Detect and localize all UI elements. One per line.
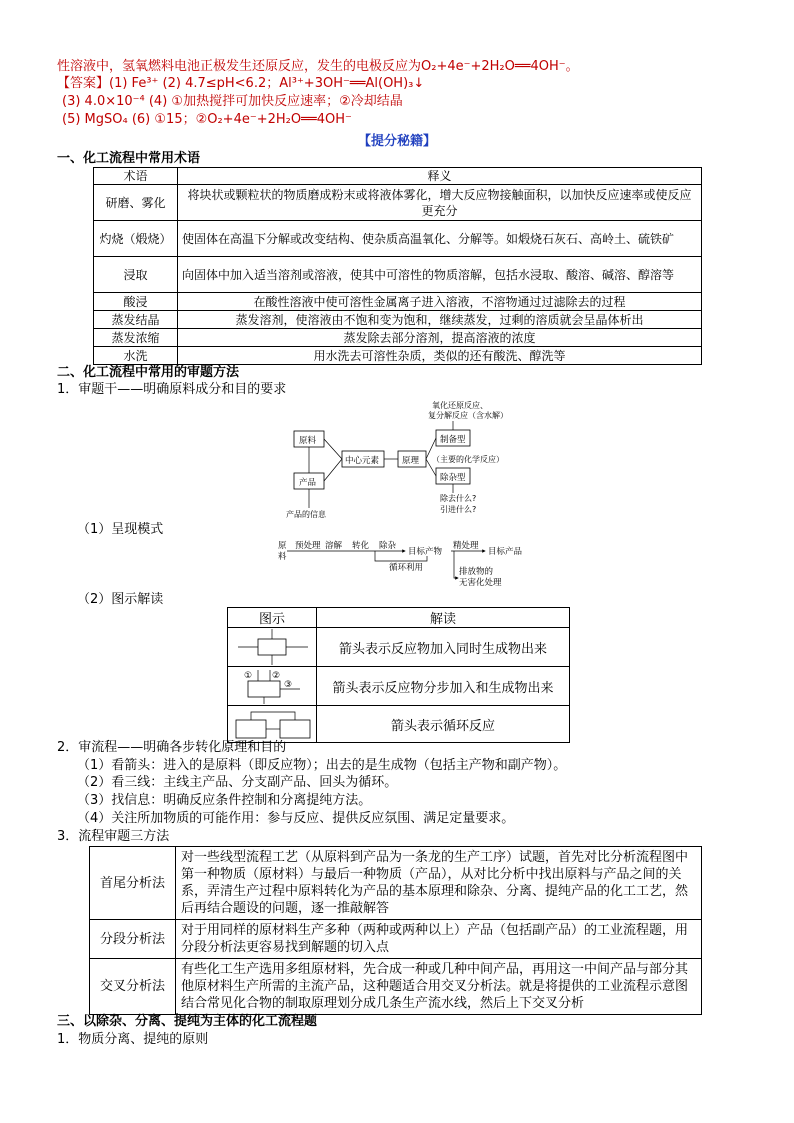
dia-raw: 原料 (299, 436, 317, 446)
method-desc: 对一些线型流程工艺（从原料到产品为一条龙的生产工序）试题，首先对比分析流程图中第一种物质（原材料）与最后一种物质（产品），从对比分析中找出原料与产品之间的关系，弄清生产过程中原料转化为产品的基本原理和除杂、分离、提纯产品的化工工艺，然后再结合题设的问题，逐一推敲解答 (176, 847, 702, 920)
flow-raw1: 原 (278, 541, 287, 551)
header-reading: 解读 (317, 608, 570, 628)
method-name: 交叉分析法 (90, 959, 176, 1015)
method-desc: 有些化工生产选用多组原材料，先合成一种或几种中间产品，再用这一中间产品与部分其他原材料生产所需的主流产品，这种题适合用交叉分析法。就是将提供的工业流程示意图结合常见化合物的制取原理划分成几条生产流水线，然后上下交叉分析 (176, 959, 702, 1015)
reading-cell: 箭头表示循环反应 (317, 706, 570, 743)
sec2-sub1: 1．审题干——明确原料成分和目的要求 (57, 382, 287, 397)
raw-material-diagram (280, 395, 540, 520)
arrow-diagram-2 (228, 667, 316, 705)
flow-waste2: 无害化处理 (459, 578, 502, 588)
flow-dissolve: 溶解 (325, 541, 343, 551)
intro-line: 性溶液中，氢氧燃料电池正极发生还原反应，发生的电极反应为O₂+4e⁻+2H₂O══4OH⁻。 (57, 59, 579, 74)
table-row (228, 706, 570, 743)
sec2-sub2: 2．审流程——明确各步转化原理和目的 (57, 740, 287, 755)
sec2-sub1a: （1）呈现模式 (77, 522, 164, 537)
dia-prep: 制备型 (440, 435, 466, 445)
mark-3: ③ (284, 680, 293, 690)
flow-target: 目标产物 (408, 547, 443, 557)
flow-diagram (275, 536, 535, 588)
diagram-cell-3 (228, 706, 317, 743)
header-term: 术语 (94, 168, 178, 185)
header-def: 释义 (178, 168, 702, 185)
dia-top2: 复分解反应（含水解） (428, 411, 508, 420)
sec1-title: 一、化工流程中常用术语 (57, 151, 201, 166)
def-cell: 将块状或颗粒状的物质磨成粉末或将液体雾化，增大反应物接触面积，以加快反应速率或使反应更充分 (178, 185, 702, 221)
term-cell: 蒸发浓缩 (94, 329, 178, 347)
sec3-sub1: 1．物质分离、提纯的原则 (57, 1032, 209, 1047)
table-row (94, 185, 702, 221)
flow-waste1: 排放物的 (459, 567, 494, 577)
reading-cell: 箭头表示反应物加入同时生成物出来 (317, 628, 570, 667)
table-row (90, 959, 702, 1015)
answer-line-1: 【答案】(1) Fe³⁺ (2) 4.7≤pH<6.2；Al³⁺+3OH⁻══Al(OH)₃↓ (57, 76, 425, 91)
table-row (228, 628, 570, 667)
flow-refine: 精处理 (453, 541, 479, 551)
dia-principle: 原理 (402, 456, 420, 466)
def-cell: 用水洗去可溶性杂质，类似的还有酸洗、醇洗等 (178, 347, 702, 365)
sec3-title: 三、以除杂、分离、提纯为主体的化工流程题 (57, 1014, 318, 1029)
table-header-row (94, 168, 702, 185)
dia-info: 产品的信息 (286, 510, 326, 519)
flow-raw2: 料 (278, 552, 287, 562)
table-row (94, 221, 702, 257)
flow-convert: 转化 (352, 541, 370, 551)
table-row (94, 347, 702, 365)
diagram-cell-2 (228, 667, 317, 706)
diagram-reading-table (227, 607, 570, 743)
arrow-diagram-1 (228, 628, 316, 666)
sec2-sub3: 3．流程审题三方法 (57, 829, 170, 844)
section-title: 【提分秘籍】 (357, 134, 436, 149)
table-row (94, 329, 702, 347)
table-row (94, 293, 702, 311)
dia-impurity: 除杂型 (440, 473, 466, 483)
table-row (94, 257, 702, 293)
term-cell: 研磨、雾化 (94, 185, 178, 221)
sec2-sub2-item-2: （2）看三线：主线主产品、分支副产品、回头为循环。 (77, 775, 398, 790)
sec2-sub2-item-4: （4）关注所加物质的可能作用：参与反应、提供反应氛围、满足定量要求。 (77, 811, 515, 826)
mark-2: ② (272, 671, 281, 681)
def-cell: 蒸发溶剂，使溶液由不饱和变为饱和，继续蒸发，过剩的溶质就会呈晶体析出 (178, 311, 702, 329)
def-cell: 蒸发除去部分溶剂，提高溶液的浓度 (178, 329, 702, 347)
dia-q2: 引进什么? (440, 505, 477, 514)
arrow-diagram-3 (228, 706, 316, 742)
flow-final: 目标产品 (488, 547, 523, 557)
answer-line-3: (5) MgSO₄ (6) ①15；②O₂+4e⁻+2H₂O══4OH⁻ (62, 112, 352, 127)
method-desc: 对于用同样的原材料生产多种（两种或两种以上）产品（包括副产品）的工业流程题，用分段分析法更容易找到解题的切入点 (176, 920, 702, 959)
reading-cell: 箭头表示反应物分步加入和生成物出来 (317, 667, 570, 706)
method-name: 分段分析法 (90, 920, 176, 959)
dia-mainrx: （主要的化学反应） (432, 455, 504, 464)
header-diagram: 图示 (228, 608, 317, 628)
sec2-sub2-item-3: （3）找信息：明确反应条件控制和分离提纯方法。 (77, 793, 372, 808)
flow-pre: 预处理 (295, 541, 321, 551)
table-row (94, 311, 702, 329)
flow-recycle: 循环利用 (389, 563, 424, 573)
sec2-title: 二、化工流程中常用的审题方法 (57, 365, 240, 380)
table-row (90, 920, 702, 959)
table-row (90, 847, 702, 920)
sec2-sub2-item-1: （1）看箭头：进入的是原料（即反应物）；出去的是生成物（包括主产物和副产物）。 (77, 758, 567, 773)
def-cell: 使固体在高温下分解或改变结构、使杂质高温氧化、分解等。如煅烧石灰石、高岭土、硫铁矿 (178, 221, 702, 257)
method-name: 首尾分析法 (90, 847, 176, 920)
term-cell: 浸取 (94, 257, 178, 293)
diagram-cell-1 (228, 628, 317, 667)
dia-center: 中心元素 (345, 456, 380, 466)
term-cell: 水洗 (94, 347, 178, 365)
table-row (228, 667, 570, 706)
dia-product: 产品 (299, 478, 317, 488)
methods-table (89, 846, 702, 1015)
flow-remove: 除杂 (379, 541, 397, 551)
sec2-sub1b: （2）图示解读 (77, 592, 164, 607)
table-header-row (228, 608, 570, 628)
terms-table (93, 167, 702, 365)
dia-q1: 除去什么? (440, 494, 477, 503)
term-cell: 灼烧（煅烧） (94, 221, 178, 257)
def-cell: 向固体中加入适当溶剂或溶液，使其中可溶性的物质溶解，包括水浸取、酸溶、碱溶、醇溶等 (178, 257, 702, 293)
term-cell: 蒸发结晶 (94, 311, 178, 329)
answer-line-2: (3) 4.0×10⁻⁴ (4) ①加热搅拌可加快反应速率；②冷却结晶 (62, 94, 403, 109)
dia-top1: 氧化还原反应、 (432, 401, 488, 410)
term-cell: 酸浸 (94, 293, 178, 311)
mark-1: ① (244, 671, 253, 681)
def-cell: 在酸性溶液中使可溶性金属离子进入溶液，不溶物通过过滤除去的过程 (178, 293, 702, 311)
